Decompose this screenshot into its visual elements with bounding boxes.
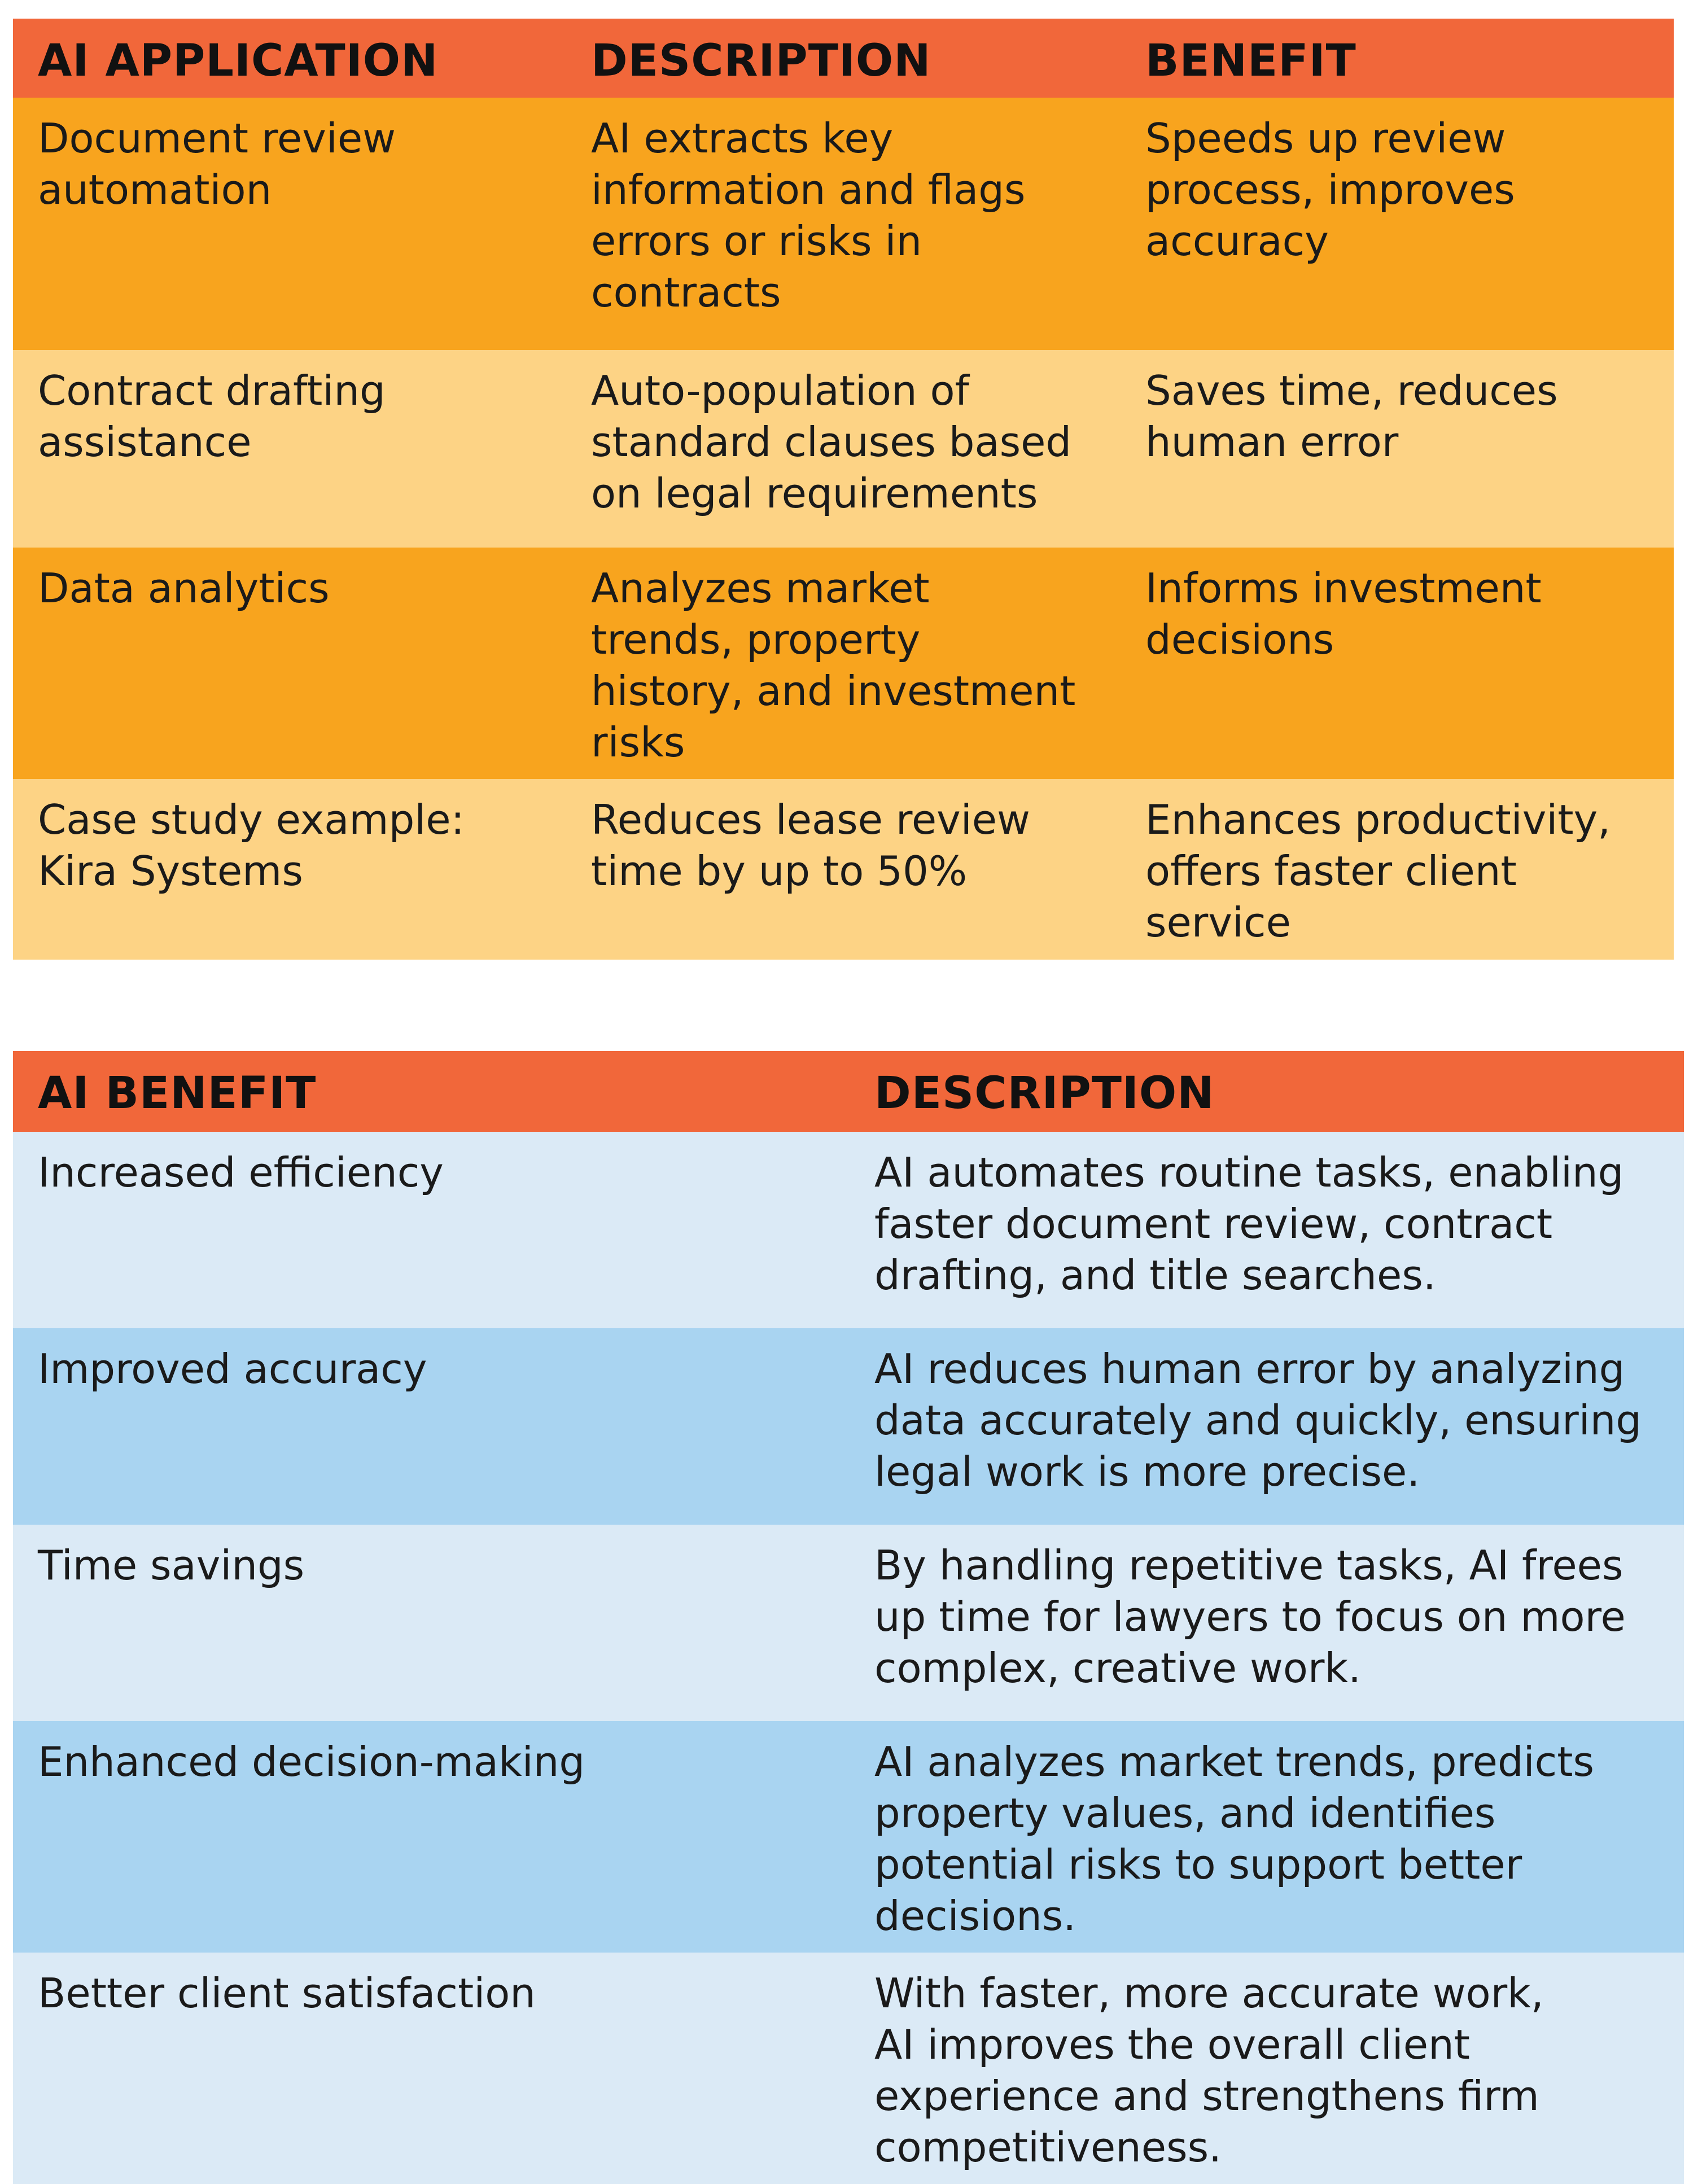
description-cell: Auto-population of standard clauses based on legal requirements [591, 367, 1072, 517]
benefit-cell: Increased efficiency [38, 1149, 444, 1196]
table-row [13, 1953, 1684, 2184]
benefit-cell: Improved accuracy [38, 1345, 427, 1393]
description-cell: Reduces lease review time by up to 50% [591, 796, 1030, 895]
table-row [13, 1132, 1684, 1328]
header-ai-application: AI APPLICATION [38, 36, 439, 86]
benefit-cell: Enhances productivity, offers faster client service [1145, 796, 1611, 946]
benefit-cell: Saves time, reduces human error [1145, 367, 1558, 466]
description-cell: AI automates routine tasks, enabling faster document review, contract drafting, and title searches. [874, 1149, 1624, 1299]
description-cell: With faster, more accurate work, AI improves the overall client experience and strengthens firm competitiveness. [874, 1969, 1544, 2171]
table-row [13, 98, 1674, 350]
table-row [13, 350, 1674, 548]
table-row [13, 1525, 1684, 1721]
benefit-cell: Enhanced decision-making [38, 1738, 585, 1785]
ai-benefit-table [13, 1051, 1684, 2184]
benefit-cell: Informs investment decisions [1145, 564, 1542, 663]
description-cell: AI reduces human error by analyzing data accurately and quickly, ensuring legal work is more precise. [874, 1345, 1642, 1495]
table-row [13, 548, 1674, 779]
header-benefit: BENEFIT [1145, 36, 1356, 86]
application-cell: Contract drafting assistance [38, 367, 386, 466]
benefit-cell: Time savings [38, 1542, 305, 1589]
table-header-row [13, 1051, 1684, 1132]
description-cell: Analyzes market trends, property history, and investment risks [591, 564, 1076, 766]
table-row [13, 1721, 1684, 1953]
table-row [13, 1328, 1684, 1525]
header-description: DESCRIPTION [874, 1068, 1215, 1119]
application-cell: Case study example: Kira Systems [38, 796, 465, 895]
description-cell: By handling repetitive tasks, AI frees up time for lawyers to focus on more complex, creative work. [874, 1542, 1626, 1692]
benefit-cell: Speeds up review process, improves accuracy [1145, 115, 1515, 265]
description-cell: AI analyzes market trends, predicts property values, and identifies potential risks to support better decisions. [874, 1738, 1594, 1940]
ai-application-table [13, 19, 1674, 960]
header-ai-benefit: AI BENEFIT [38, 1068, 317, 1119]
table-row [13, 779, 1674, 960]
table-header-row [13, 19, 1674, 98]
application-cell: Document review automation [38, 115, 396, 213]
benefit-cell: Better client satisfaction [38, 1969, 536, 2017]
header-description: DESCRIPTION [591, 36, 931, 86]
description-cell: AI extracts key information and flags errors or risks in contracts [591, 115, 1026, 316]
application-cell: Data analytics [38, 564, 330, 612]
